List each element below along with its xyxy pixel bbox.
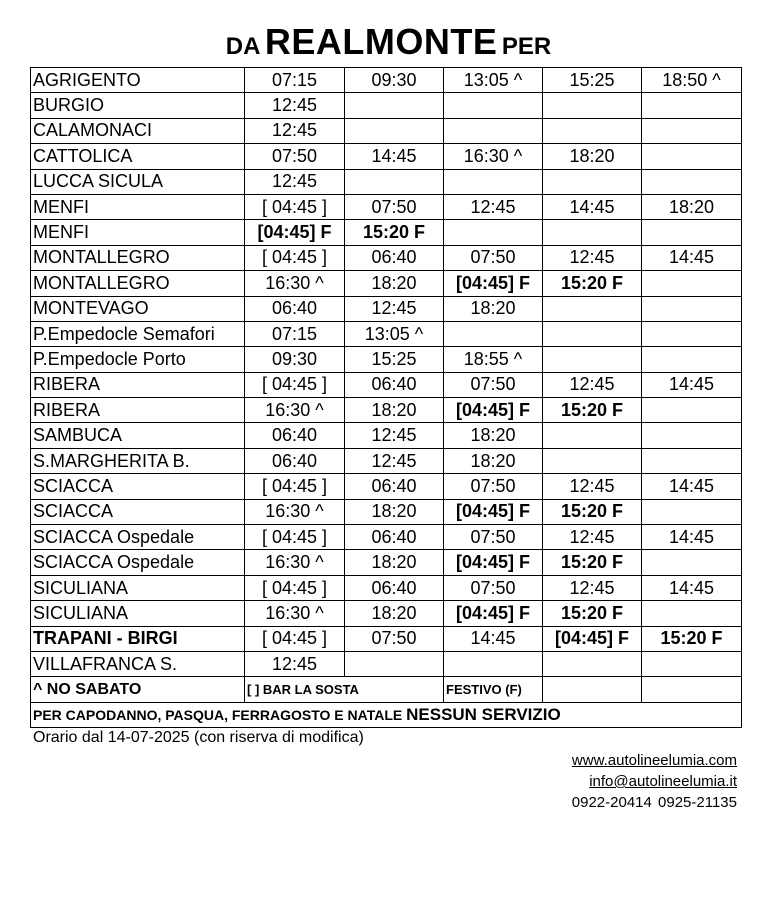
departure-time: 15:20 F	[642, 626, 742, 651]
legend-bar: [ ] BAR LA SOSTA	[245, 677, 444, 702]
departure-time: 18:20	[345, 499, 444, 524]
departure-time: 14:45	[444, 626, 543, 651]
legend-empty-cell	[543, 677, 642, 702]
departure-time: 16:30 ^	[245, 499, 345, 524]
destination-name: MONTEVAGO	[31, 296, 245, 321]
departure-time: 07:15	[245, 68, 345, 93]
holiday-notice	[31, 702, 742, 727]
website-link[interactable]: www.autolineelumia.com	[571, 752, 737, 769]
empty-cell	[642, 144, 742, 169]
departure-time: 14:45	[642, 474, 742, 499]
timetable-row	[31, 651, 742, 676]
departure-time: 14:45	[543, 194, 642, 219]
departure-time: 16:30 ^	[444, 144, 543, 169]
timetable-row	[31, 347, 742, 372]
departure-time: 07:50	[444, 474, 543, 499]
departure-time: 09:30	[345, 68, 444, 93]
timetable-row	[31, 296, 742, 321]
timetable-row	[31, 220, 742, 245]
empty-cell	[543, 321, 642, 346]
empty-cell	[642, 651, 742, 676]
validity-note: Orario dal 14-07-2025 (con riserva di modifica)	[33, 729, 364, 746]
departure-time: 06:40	[345, 372, 444, 397]
departure-time: 18:20	[345, 550, 444, 575]
notice-highlight: NESSUN SERVIZIO	[406, 704, 561, 724]
empty-cell	[543, 651, 642, 676]
departure-time: 12:45	[245, 169, 345, 194]
empty-cell	[444, 220, 543, 245]
empty-cell	[345, 651, 444, 676]
empty-cell	[642, 398, 742, 423]
empty-cell	[444, 169, 543, 194]
departure-time: 07:50	[345, 626, 444, 651]
departure-time: 12:45	[245, 93, 345, 118]
timetable-row	[31, 398, 742, 423]
departure-time: 07:50	[444, 245, 543, 270]
departure-time: [ 04:45 ]	[245, 372, 345, 397]
departure-time: [ 04:45 ]	[245, 194, 345, 219]
destination-name: SCIACCA	[31, 499, 245, 524]
timetable-row	[31, 194, 742, 219]
contacts	[572, 750, 737, 813]
destination-name: RIBERA	[31, 398, 245, 423]
departure-time: 15:25	[543, 68, 642, 93]
destination-name: MENFI	[31, 194, 245, 219]
empty-cell	[444, 118, 543, 143]
page-title	[0, 21, 777, 62]
email-link[interactable]: info@autolineelumia.it	[589, 773, 737, 790]
departure-time: 12:45	[345, 296, 444, 321]
empty-cell	[543, 448, 642, 473]
departure-time: [ 04:45 ]	[245, 525, 345, 550]
legend-empty-cell	[642, 677, 742, 702]
departure-time: [ 04:45 ]	[245, 575, 345, 600]
departure-time: 06:40	[345, 525, 444, 550]
departure-time: 18:20	[543, 144, 642, 169]
timetable-row	[31, 68, 742, 93]
empty-cell	[345, 93, 444, 118]
destination-name: MONTALLEGRO	[31, 271, 245, 296]
departure-time: [ 04:45 ]	[245, 474, 345, 499]
legend-festivo: FESTIVO (F)	[444, 677, 543, 702]
departure-time: 15:20 F	[543, 398, 642, 423]
title-prefix: DA	[225, 33, 261, 60]
departure-time: 07:50	[444, 372, 543, 397]
timetable-row	[31, 118, 742, 143]
departure-time: 18:55 ^	[444, 347, 543, 372]
timetable	[30, 67, 742, 728]
departure-time: 12:45	[543, 525, 642, 550]
departure-time: 15:20 F	[543, 550, 642, 575]
departure-time: 18:20	[345, 601, 444, 626]
departure-time: [04:45] F	[543, 626, 642, 651]
timetable-row	[31, 271, 742, 296]
departure-time: [04:45] F	[444, 398, 543, 423]
timetable-row	[31, 550, 742, 575]
departure-time: 14:45	[642, 525, 742, 550]
destination-name: CATTOLICA	[31, 144, 245, 169]
departure-time: 18:20	[345, 271, 444, 296]
destination-name: SCIACCA Ospedale	[31, 525, 245, 550]
departure-time: 06:40	[345, 575, 444, 600]
destination-name: SICULIANA	[31, 575, 245, 600]
timetable-row	[31, 93, 742, 118]
notice-row	[31, 702, 742, 727]
legend-no-saturday: ^ NO SABATO	[31, 677, 245, 702]
departure-time: 06:40	[245, 296, 345, 321]
destination-name: SCIACCA Ospedale	[31, 550, 245, 575]
empty-cell	[444, 93, 543, 118]
destination-name: MENFI	[31, 220, 245, 245]
departure-time: [04:45] F	[444, 550, 543, 575]
departure-time: 18:20	[444, 448, 543, 473]
destination-name: SICULIANA	[31, 601, 245, 626]
departure-time: 16:30 ^	[245, 601, 345, 626]
timetable-row	[31, 423, 742, 448]
timetable-row	[31, 626, 742, 651]
departure-time: 09:30	[245, 347, 345, 372]
departure-time: 12:45	[245, 651, 345, 676]
departure-time: 12:45	[345, 423, 444, 448]
empty-cell	[543, 169, 642, 194]
departure-time: 12:45	[543, 372, 642, 397]
destination-name: BURGIO	[31, 93, 245, 118]
destination-name: P.Empedocle Porto	[31, 347, 245, 372]
departure-time: 07:50	[444, 525, 543, 550]
empty-cell	[642, 423, 742, 448]
empty-cell	[642, 296, 742, 321]
departure-time: 06:40	[245, 448, 345, 473]
empty-cell	[543, 118, 642, 143]
departure-time: 14:45	[642, 245, 742, 270]
departure-time: 12:45	[543, 245, 642, 270]
departure-time: 16:30 ^	[245, 550, 345, 575]
timetable-body	[31, 68, 742, 677]
destination-name: P.Empedocle Semafori	[31, 321, 245, 346]
empty-cell	[642, 169, 742, 194]
departure-time: 06:40	[245, 423, 345, 448]
departure-time: 07:50	[245, 144, 345, 169]
destination-name: AGRIGENTO	[31, 68, 245, 93]
destination-name: SCIACCA	[31, 474, 245, 499]
timetable-row	[31, 525, 742, 550]
title-suffix: PER	[501, 33, 552, 60]
departure-time: 06:40	[345, 474, 444, 499]
empty-cell	[444, 651, 543, 676]
empty-cell	[444, 321, 543, 346]
timetable-row	[31, 321, 742, 346]
timetable-row	[31, 575, 742, 600]
timetable-row	[31, 601, 742, 626]
empty-cell	[345, 118, 444, 143]
departure-time: [ 04:45 ]	[245, 626, 345, 651]
empty-cell	[642, 118, 742, 143]
destination-name: CALAMONACI	[31, 118, 245, 143]
timetable-row	[31, 448, 742, 473]
empty-cell	[345, 169, 444, 194]
departure-time: 15:20 F	[543, 601, 642, 626]
empty-cell	[543, 296, 642, 321]
departure-time: 15:20 F	[345, 220, 444, 245]
departure-time: 14:45	[642, 575, 742, 600]
departure-time: 12:45	[345, 448, 444, 473]
timetable-row	[31, 499, 742, 524]
departure-time: 18:50 ^	[642, 68, 742, 93]
timetable-footer	[31, 677, 742, 728]
destination-name: LUCCA SICULA	[31, 169, 245, 194]
departure-time: [04:45] F	[444, 601, 543, 626]
empty-cell	[642, 271, 742, 296]
departure-time: 16:30 ^	[245, 271, 345, 296]
phone-numbers: 0922-20414 0925-21135	[571, 794, 737, 811]
departure-time: 07:50	[345, 194, 444, 219]
departure-time: 18:20	[444, 423, 543, 448]
empty-cell	[543, 93, 642, 118]
departure-time: 15:20 F	[543, 499, 642, 524]
empty-cell	[642, 550, 742, 575]
empty-cell	[543, 220, 642, 245]
legend-row	[31, 677, 742, 702]
departure-time: 14:45	[642, 372, 742, 397]
empty-cell	[642, 347, 742, 372]
timetable-row	[31, 144, 742, 169]
departure-time: 14:45	[345, 144, 444, 169]
empty-cell	[642, 93, 742, 118]
timetable-row	[31, 474, 742, 499]
departure-time: 16:30 ^	[245, 398, 345, 423]
departure-time: 12:45	[245, 118, 345, 143]
empty-cell	[543, 423, 642, 448]
empty-cell	[642, 220, 742, 245]
timetable-row	[31, 169, 742, 194]
departure-time: 18:20	[642, 194, 742, 219]
departure-time: [ 04:45 ]	[245, 245, 345, 270]
title-origin: REALMONTE	[264, 21, 498, 62]
departure-time: 15:25	[345, 347, 444, 372]
departure-time: 12:45	[444, 194, 543, 219]
departure-time: 07:15	[245, 321, 345, 346]
departure-time: 15:20 F	[543, 271, 642, 296]
empty-cell	[642, 601, 742, 626]
timetable-row	[31, 372, 742, 397]
departure-time: [04:45] F	[444, 271, 543, 296]
departure-time: 13:05 ^	[345, 321, 444, 346]
departure-time: [04:45] F	[245, 220, 345, 245]
empty-cell	[642, 499, 742, 524]
departure-time: [04:45] F	[444, 499, 543, 524]
departure-time: 13:05 ^	[444, 68, 543, 93]
destination-name: RIBERA	[31, 372, 245, 397]
notice-text: PER CAPODANNO, PASQUA, FERRAGOSTO E NATALE	[33, 706, 403, 723]
timetable-row	[31, 245, 742, 270]
departure-time: 18:20	[345, 398, 444, 423]
departure-time: 12:45	[543, 474, 642, 499]
destination-name: MONTALLEGRO	[31, 245, 245, 270]
departure-time: 18:20	[444, 296, 543, 321]
empty-cell	[543, 347, 642, 372]
destination-name: VILLAFRANCA S.	[31, 651, 245, 676]
empty-cell	[642, 321, 742, 346]
departure-time: 07:50	[444, 575, 543, 600]
destination-name: SAMBUCA	[31, 423, 245, 448]
destination-name: S.MARGHERITA B.	[31, 448, 245, 473]
destination-name: TRAPANI - BIRGI	[31, 626, 245, 651]
departure-time: 12:45	[543, 575, 642, 600]
departure-time: 06:40	[345, 245, 444, 270]
empty-cell	[642, 448, 742, 473]
